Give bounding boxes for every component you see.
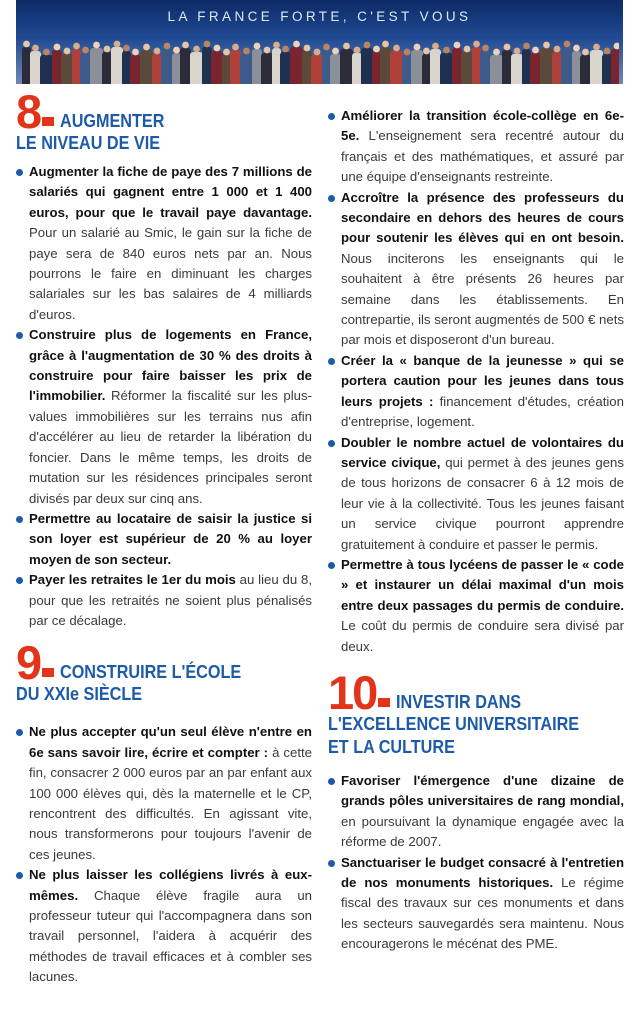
section-number: 8 xyxy=(16,85,41,138)
section-9-heading xyxy=(16,636,312,690)
item-text: à cette fin, consacrer 2 000 euros par an par enfant aux 100 000 élèves qui, dès la maternelle et le CP, rencontrent des difficultés. En agissant vite, nous transformerons pour toujours l'avenir de ces jeunes. xyxy=(29,744,312,862)
list-item xyxy=(328,771,624,853)
item-lead: Améliorer la transition école-collège en 6e-5e. xyxy=(341,108,624,144)
left-column xyxy=(16,85,312,988)
list-item xyxy=(16,570,312,631)
item-text: en poursuivant la dynamique engagée avec la réforme de 2007. xyxy=(341,813,624,850)
item-lead: Permettre au locataire de saisir la justice si son loyer est supérieur de 20 % au loyer moyen de son secteur. xyxy=(29,510,312,567)
item-text: L'enseignement sera recentré autour du français et des mathématiques, et assuré par une équipe d'enseignants restreinte. xyxy=(341,128,624,185)
item-lead: Créer la « banque de la jeunesse » qui se portera caution pour les jeunes dans tous leurs projets : xyxy=(341,352,624,409)
list-item xyxy=(16,509,312,570)
section-10-heading xyxy=(328,665,624,719)
item-text: Le coût du permis de conduire sera divisé par deux. xyxy=(341,618,624,654)
section-number: 10 xyxy=(328,665,377,719)
item-lead: Accroître la présence des professeurs du secondaire en dehors des heures de cours pour soutenir les élèves qui en ont besoin. xyxy=(341,189,624,246)
item-text: Pour un salarié au Smic, le gain sur la fiche de paye sera de 840 euros nets par an. Nous pourrons le faire en diminuant les charges salariales sur les bas salaires de 4 milliards d'euros. xyxy=(29,225,312,322)
section-title-line: AUGMENTER xyxy=(60,111,165,131)
number-dot xyxy=(42,117,54,126)
section-10 xyxy=(328,665,624,955)
section-title-line: ET LA CULTURE xyxy=(328,736,455,757)
item-text: au lieu du 8, pour que les retraités ne soient plus pénalisés par ce décalage. xyxy=(29,572,312,628)
section-9 xyxy=(16,636,312,987)
crowd-photo xyxy=(20,34,619,84)
list-item xyxy=(328,853,624,955)
item-text: Chaque élève fragile aura un professeur tuteur qui l'accompagnera dans son travail personnel, l'aidera à acquérir des méthodes de travail efficaces et à combler ses lacunes. xyxy=(29,887,312,985)
list-item xyxy=(328,188,624,351)
item-text: Réformer la fiscalité sur les plus-values immobilières sur les terrains nus afin d'accélérer au lieu de retarder la libération du foncier. Dans le même temps, les droits de mutation sur les résidences principales seront divisés par deux sur cinq ans. xyxy=(29,388,312,506)
item-lead: Favoriser l'émergence d'une dizaine de grands pôles universitaires de rang mondial, xyxy=(341,772,624,809)
item-lead: Doubler le nombre actuel de volontaires du service civique, xyxy=(341,434,624,470)
section-title-line: DU XXIe SIÈCLE xyxy=(16,684,143,705)
number-dot xyxy=(378,698,390,707)
banner-title: LA FRANCE FORTE, C'EST VOUS xyxy=(167,9,472,24)
section-title-line: L'EXCELLENCE UNIVERSITAIRE xyxy=(328,713,580,734)
section-8-heading xyxy=(16,85,312,138)
list-item xyxy=(16,865,312,987)
item-lead: Permettre à tous lycéens de passer le « code » et instaurer un délai maximal d'un mois entre deux passages du permis de conduire. xyxy=(341,556,624,613)
item-lead: Ne plus accepter qu'un seul élève n'entre en 6e sans savoir lire, écrire et compter : xyxy=(29,724,312,760)
item-lead: Construire plus de logements en France, grâce à l'augmentation de 30 % des droits à construire pour faire baisser les prix de l'immobilier. xyxy=(29,327,312,404)
item-text: Nous inciterons les enseignants qui le souhaitent à être présents 26 heures par semaine dans les établissements. En contrepartie, ils seront augmentés de 500 € nets par mois et disposeront d'un bureau. xyxy=(341,250,624,348)
section-number: 9 xyxy=(16,636,41,690)
list-item xyxy=(328,555,624,657)
item-lead: Payer les retraites le 1er du mois xyxy=(29,572,236,588)
list-item xyxy=(16,325,312,509)
item-text: qui permet à des jeunes gens de tous horizons de consacrer 6 à 12 mois de leur vie à la collectivité. Tous les jeunes faisant un service civique pourront apprendre gratuitement à conduire et passer le permis. xyxy=(341,454,624,552)
list-item xyxy=(328,106,624,188)
item-lead: Ne plus laisser les collégiens livrés à eux-mêmes. xyxy=(29,867,312,903)
list-item xyxy=(328,351,624,433)
section-8 xyxy=(16,85,312,631)
item-lead: Sanctuariser le budget consacré à l'entretien de nos monuments historiques. xyxy=(341,854,624,890)
section-title-line: LE NIVEAU DE VIE xyxy=(16,133,161,153)
list-item xyxy=(16,162,312,325)
banner xyxy=(16,0,623,84)
right-column xyxy=(328,106,624,955)
item-text: Le régime fiscal des travaux sur ces monuments et dans les secteurs sauvegardés sera maintenu. Nous encouragerons le mécénat des PME. xyxy=(341,875,624,952)
section-title-line: INVESTIR DANS xyxy=(396,691,522,712)
item-lead: Augmenter la fiche de paye des 7 millions de salariés qui gagnent entre 1 000 et 1 400 euros, pour que le travail paye davantage. xyxy=(29,164,312,220)
list-item xyxy=(328,433,624,555)
number-dot xyxy=(42,668,54,677)
item-text: financement d'études, création d'entreprise, logement. xyxy=(341,393,624,430)
list-item xyxy=(16,722,312,865)
section-title-line: CONSTRUIRE L'ÉCOLE xyxy=(60,662,242,683)
